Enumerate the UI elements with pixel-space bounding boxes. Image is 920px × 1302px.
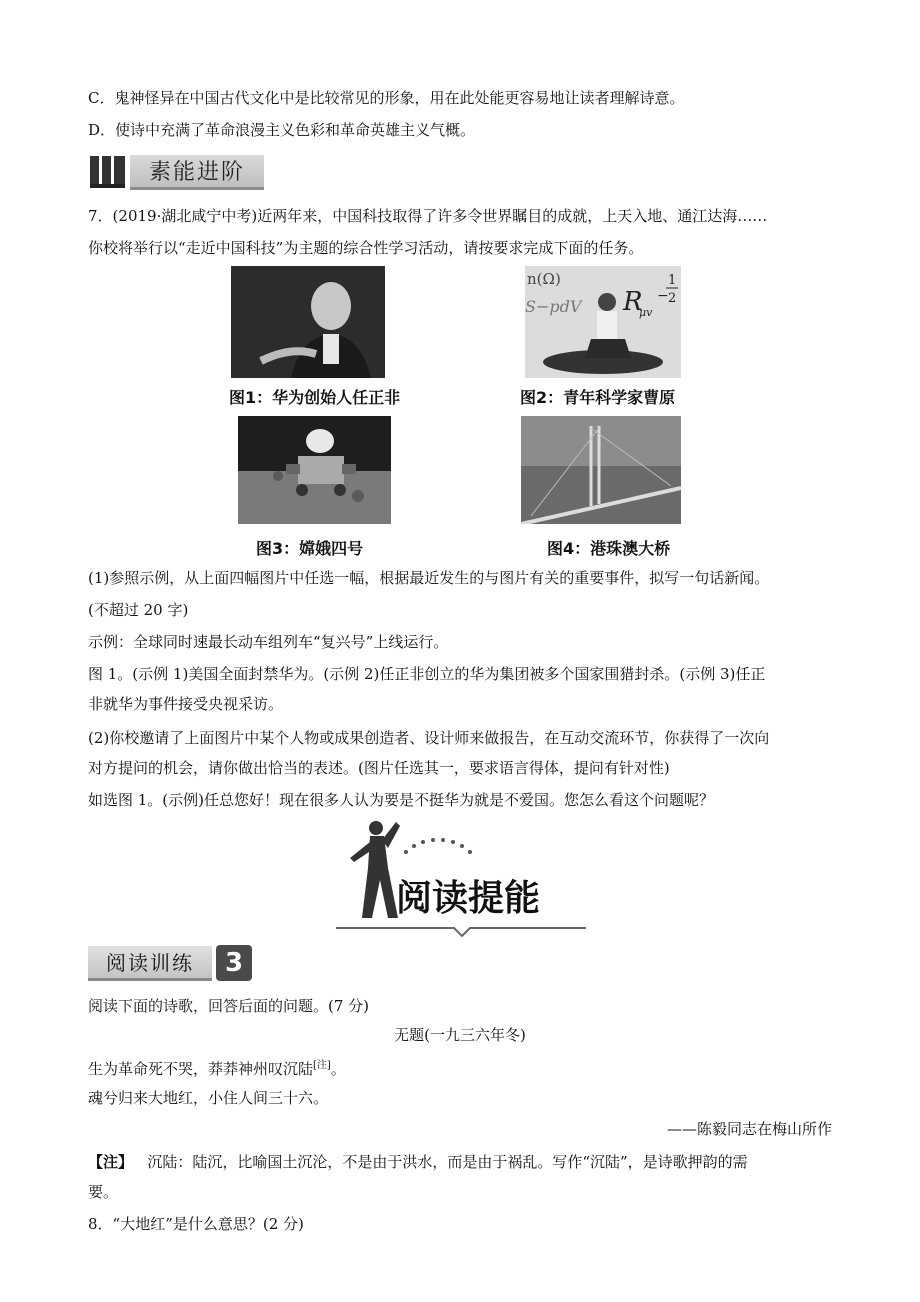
- figure2-formula-e2: 2: [668, 291, 677, 306]
- section-reading-title: [336, 818, 586, 938]
- reading-training-label: 阅读训练: [88, 946, 212, 981]
- note-line1: 【注】 沉陆：陆沉，比喻国土沉沦，不是由于洪水，而是由于祸乱。写作“沉陆”，是诗歌押韵的需: [88, 1153, 748, 1171]
- figure2-formula-d: −: [657, 288, 669, 304]
- q7-part2-line1: (2)你校邀请了上面图片中某个人物或成果创造者、设计师来做报告，在互动交流环节，你获得了一次向: [88, 729, 770, 747]
- figure4-caption: 图4：港珠澳大桥: [547, 539, 671, 558]
- q7-example: 示例：全球同时速最长动车组列车“复兴号”上线运行。: [88, 633, 449, 651]
- athlete-icon: [350, 821, 400, 918]
- q7-line1: 7．(2019·湖北咸宁中考)近两年来，中国科技取得了许多令世界瞩目的成就，上天入地、通江达海……: [88, 207, 768, 225]
- option-d: D．使诗中充满了革命浪漫主义色彩和革命英雄主义气概。: [88, 121, 476, 139]
- book-icon: [88, 154, 128, 190]
- figure2-photo: [525, 266, 681, 378]
- option-c: C．鬼神怪异在中国古代文化中是比较常见的形象，用在此处能更容易地让读者理解诗意。: [88, 89, 685, 107]
- q7-line2: 你校将举行以“走近中国科技”为主题的综合性学习活动，请按要求完成下面的任务。: [88, 239, 644, 257]
- poem-line1: 生为革命死不哭，莽莽神州叹沉陆[注]。: [88, 1060, 346, 1078]
- figure2-formula-b: S−pdV: [525, 297, 582, 316]
- poem-attribution: ——陈毅同志在梅山所作: [666, 1120, 832, 1138]
- note-line2: 要。: [88, 1183, 119, 1201]
- q7-answer1-line1: 图 1。(示例 1)美国全面封禁华为。(示例 2)任正非创立的华为集团被多个国家围猎封杀。(示例 3)任正: [88, 665, 766, 683]
- q7-part2-line2: 对方提问的机会，请你做出恰当的表述。(图片任选其一，要求语言得体，提问有针对性): [88, 759, 670, 777]
- banner-reading-training: [88, 945, 258, 981]
- figure2-caption: 图2：青年科学家曹原: [520, 388, 676, 407]
- poem-note-marker: [注]: [313, 1060, 331, 1071]
- poem-line2: 魂兮归来大地红，小住人间三十六。: [88, 1089, 329, 1107]
- q7-part1-line2: (不超过 20 字): [88, 601, 189, 619]
- section-reading-label: 阅读提能: [396, 878, 541, 919]
- q7-answer1-line2: 非就华为事件接受央视采访。: [88, 695, 284, 713]
- figure1-photo: [231, 266, 385, 378]
- reading-training-number: 3: [216, 945, 252, 981]
- q7-part1-line1: (1)参照示例，从上面四幅图片中任选一幅，根据最近发生的与图片有关的重要事件，拟写一句话新闻。: [88, 569, 770, 587]
- note-label: 【注】: [88, 1153, 134, 1171]
- figure3-caption: 图3：嫦娥四号: [256, 539, 364, 558]
- question-8: 8．“大地红”是什么意思？(2 分): [88, 1215, 304, 1233]
- figure3-photo: [238, 416, 391, 524]
- reading-instruction: 阅读下面的诗歌，回答后面的问题。(7 分): [88, 997, 370, 1015]
- figure1-caption: 图1：华为创始人任正非: [229, 388, 401, 407]
- figure4-photo: [521, 416, 681, 524]
- poem-title: 无题(一九三六年冬): [394, 1026, 526, 1044]
- banner-advance-label: 素能进阶: [130, 155, 264, 190]
- banner-advance: [88, 152, 268, 192]
- figure2-formula-c-sub: μv: [639, 306, 653, 319]
- figure2-formula-a: n(Ω): [527, 270, 561, 288]
- figure2-formula-c: R: [623, 287, 643, 317]
- figure2-formula-e1: 1: [668, 273, 677, 288]
- q7-answer2: 如选图 1。(示例)任总您好！现在很多人认为要是不挺华为就是不爱国。您怎么看这个问题呢？: [88, 791, 715, 809]
